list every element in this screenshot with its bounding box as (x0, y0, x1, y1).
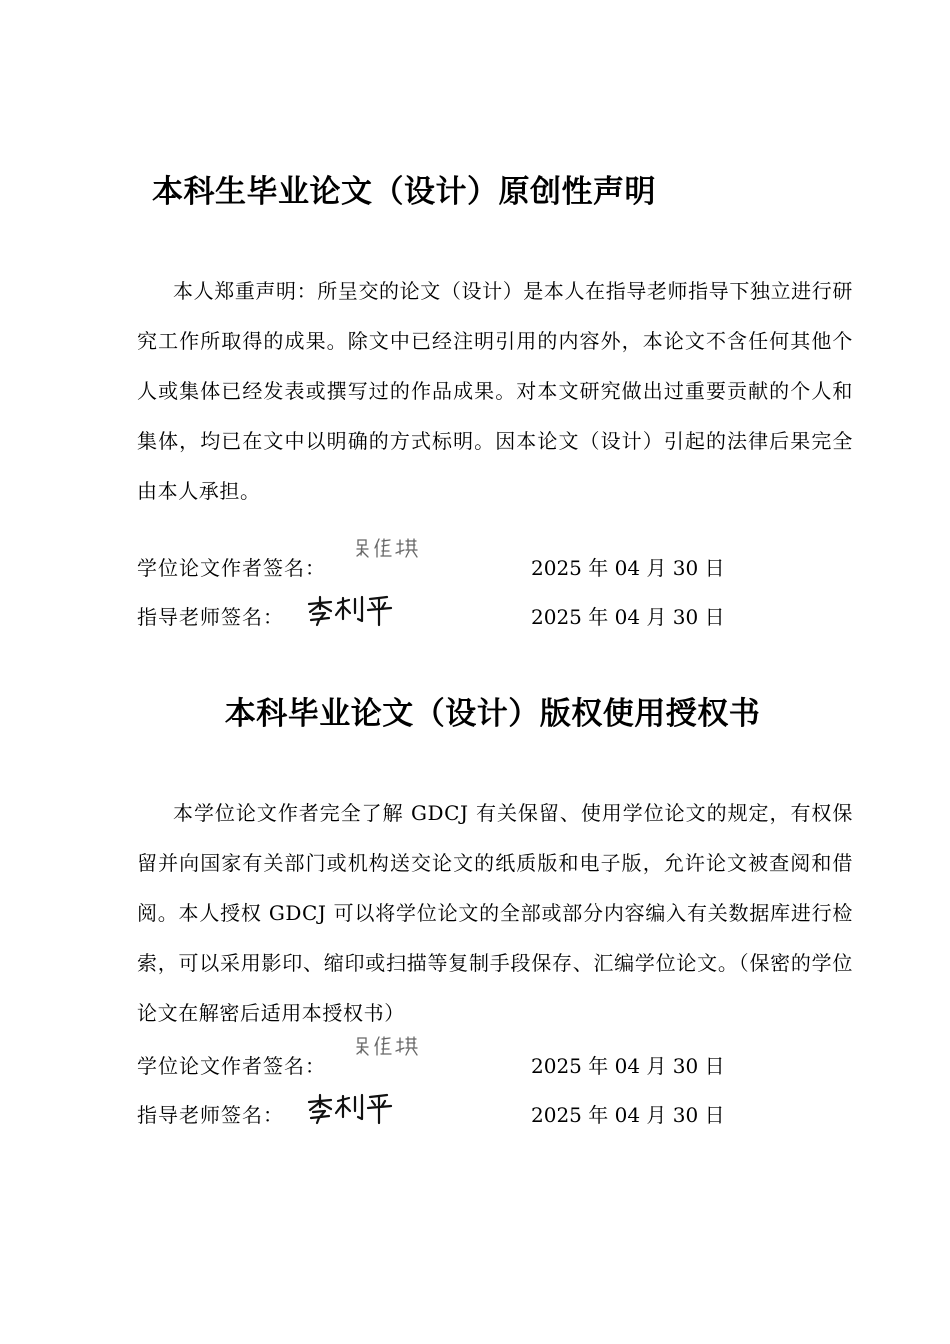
author-signature-date: 2025 年 04 月 30 日 (531, 1054, 725, 1078)
advisor-signature-label: 指导老师签名： (137, 1103, 284, 1127)
author-signature-label: 学位论文作者签名： (137, 1054, 326, 1078)
advisor-signature-label: 指导老师签名： (137, 605, 284, 629)
advisor-handwritten-signature (305, 1091, 399, 1125)
author-handwritten-signature (355, 536, 419, 566)
copyright-advisor-signature-row (137, 1095, 853, 1135)
originality-advisor-signature-row (137, 597, 853, 637)
copyright-author-signature-row (137, 1046, 853, 1086)
author-signature-date: 2025 年 04 月 30 日 (531, 556, 725, 580)
copyright-title: 本科毕业论文（设计）版权使用授权书 (224, 696, 761, 732)
author-signature-label: 学位论文作者签名： (137, 556, 326, 580)
advisor-signature-date: 2025 年 04 月 30 日 (531, 1103, 725, 1127)
advisor-handwritten-signature (305, 593, 399, 627)
originality-statement-body: 本人郑重声明：所呈交的论文（设计）是本人在指导老师指导下独立进行研究工作所取得的成果。除文中已经注明引用的内容外，本论文不含任何其他个人或集体已经发表或撰写过的作品成果。对本文研究做出过重要贡献的个人和集体，均已在文中以明确的方式标明。因本论文（设计）引起的法律后果完全由本人承担。 (137, 279, 853, 503)
originality-title: 本科生毕业论文（设计）原创性声明 (152, 174, 656, 210)
author-handwritten-signature (355, 1034, 419, 1064)
copyright-authorization-body: 本学位论文作者完全了解 GDCJ 有关保留、使用学位论文的规定，有权保留并向国家有关部门或机构送交论文的纸质版和电子版，允许论文被查阅和借阅。本人授权 GDCJ 可以将学位论文的全部或部分内容编入有关数据库进行检索，可以采用影印、缩印或扫描等复制手段保存、汇编学位论文。（保密的学位论文在解密后适用本授权书） (137, 801, 853, 1025)
advisor-signature-date: 2025 年 04 月 30 日 (531, 605, 725, 629)
originality-author-signature-row (137, 548, 853, 588)
